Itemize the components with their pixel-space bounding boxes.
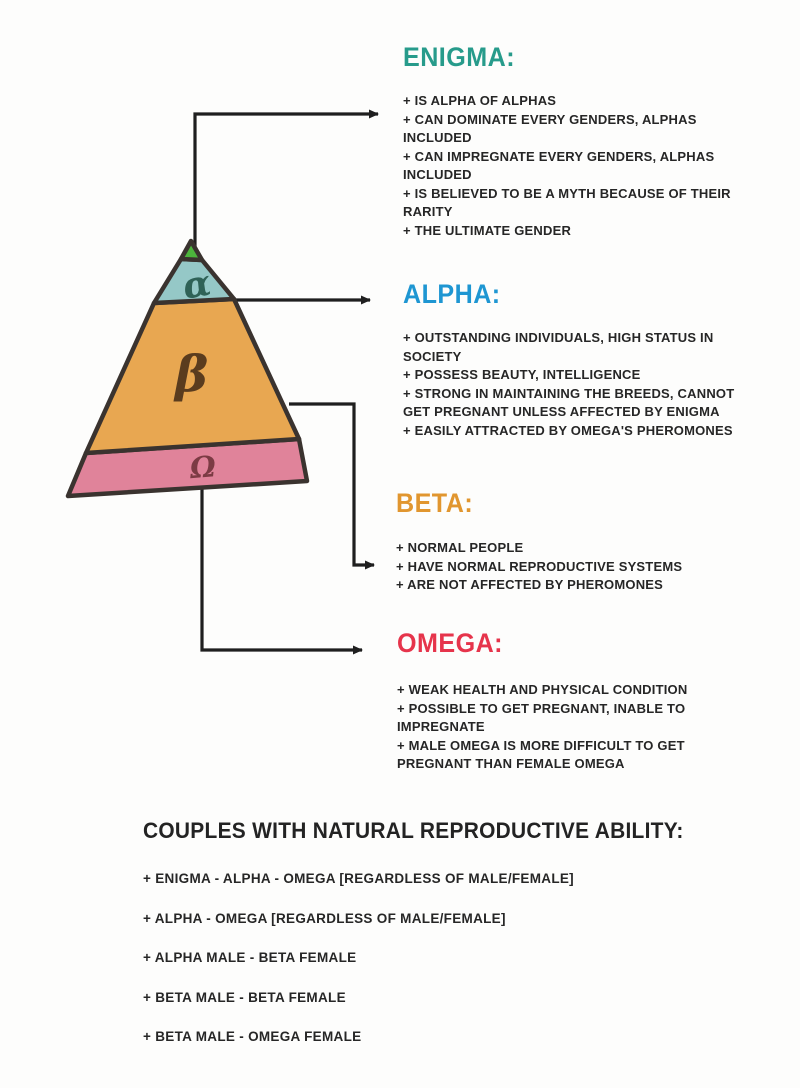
beta-bullet-list: [396, 539, 736, 595]
bullet-item: + EASILY ATTRACTED BY OMEGA'S PHEROMONES: [403, 422, 733, 438]
connector-beta: [289, 404, 374, 565]
bullet-item: + CAN IMPREGNATE EVERY GENDERS, ALPHAS INCLUDED: [403, 148, 715, 182]
omega-heading: OMEGA:: [397, 628, 504, 658]
couples-heading: COUPLES WITH NATURAL REPRODUCTIVE ABILITY:: [143, 818, 684, 843]
couples-item: + BETA MALE - BETA FEMALE: [143, 989, 346, 1005]
couples-item: + ENIGMA - ALPHA - OMEGA [REGARDLESS OF MALE/FEMALE]: [143, 871, 574, 886]
alpha-heading: ALPHA:: [403, 279, 501, 309]
beta-symbol: β: [175, 344, 209, 403]
bullet-item: + POSSIBLE TO GET PREGNANT, INABLE TO IMPREGNATE: [397, 700, 686, 734]
bullet-item: + POSSESS BEAUTY, INTELLIGENCE: [403, 367, 641, 382]
bullet-item: + STRONG IN MAINTAINING THE BREEDS, CANNOT GET PREGNANT UNLESS AFFECTED BY ENIGMA: [403, 385, 735, 419]
bullet-item: + ARE NOT AFFECTED BY PHEROMONES: [396, 577, 664, 592]
bullet-item: + WEAK HEALTH AND PHYSICAL CONDITION: [397, 682, 688, 697]
alpha-bullet-list: [403, 329, 735, 440]
bullet-item: + HAVE NORMAL REPRODUCTIVE SYSTEMS: [396, 558, 683, 574]
bullet-item: + OUTSTANDING INDIVIDUALS, HIGH STATUS IN SOCIETY: [403, 330, 714, 364]
alpha-symbol: α: [179, 261, 215, 308]
couples-section: [143, 818, 743, 1069]
couples-item: + BETA MALE - OMEGA FEMALE: [143, 1029, 362, 1044]
bullet-item: + CAN DOMINATE EVERY GENDERS, ALPHAS INCLUDED: [403, 111, 697, 145]
omega-bullet-list: [397, 681, 729, 774]
bullet-item: + IS ALPHA OF ALPHAS: [403, 93, 557, 108]
enigma-bullet-list: [403, 92, 735, 240]
connector-omega: [202, 489, 362, 650]
bullet-item: + NORMAL PEOPLE: [396, 540, 524, 555]
bullet-item: + IS BELIEVED TO BE A MYTH BECAUSE OF THEIR RARITY: [403, 185, 731, 219]
bullet-item: + THE ULTIMATE GENDER: [403, 222, 572, 238]
omega-symbol: Ω: [188, 449, 218, 486]
bullet-item: + MALE OMEGA IS MORE DIFFICULT TO GET PREGNANT THAN FEMALE OMEGA: [397, 737, 685, 771]
couples-item: + ALPHA - OMEGA [REGARDLESS OF MALE/FEMALE]: [143, 910, 506, 926]
tier-enigma-shape: [181, 241, 202, 260]
enigma-heading: ENIGMA:: [403, 42, 516, 72]
connector-enigma: [195, 114, 378, 247]
couples-item: + ALPHA MALE - BETA FEMALE: [143, 950, 357, 965]
beta-heading: BETA:: [396, 488, 474, 518]
